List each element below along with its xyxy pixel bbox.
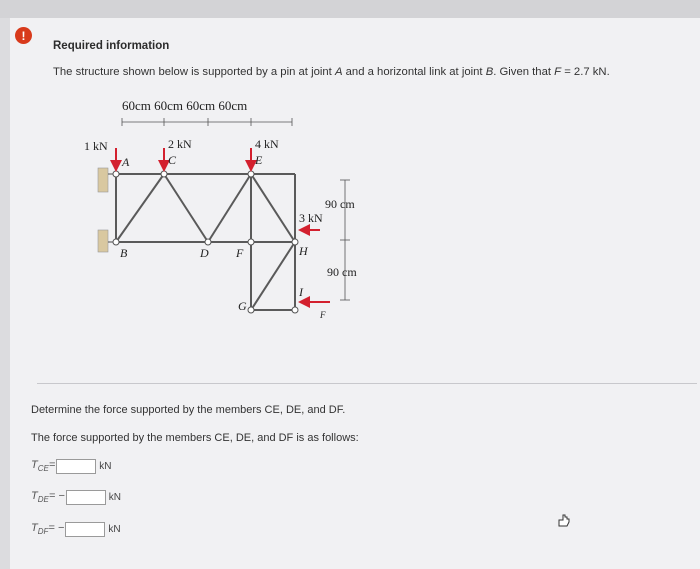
answer-row-de [31,490,121,505]
question-text: Determine the force supported by the members CE, DE, and DF. [31,404,346,416]
load-label-C: 2 kN [168,137,192,151]
answer-row-ce [31,459,112,474]
node-label-C: C [168,153,177,167]
section-divider [37,383,697,384]
joint-F [248,239,254,245]
unit-df: kN [108,524,121,535]
node-label-D: D [200,246,209,260]
required-information-heading: Required information [53,40,170,52]
browser-top-strip [0,0,700,18]
answer-label-ce: $T_{CE}=$ [31,459,56,474]
load-label-E: 4 kN [255,137,279,151]
joint-G [248,307,254,313]
wall-support-A [98,168,108,192]
unit-de: kN [108,492,121,503]
span-dimensions: 60cm 60cm 60cm 60cm [122,98,248,113]
alert-icon: ! [15,27,32,44]
answer-input-de[interactable] [66,490,106,505]
problem-statement: The structure shown below is supported by a pin at joint A and a horizontal link at joint B. Given that F = 2.7 kN. [53,66,610,78]
truss-figure [70,90,390,330]
joint-A [113,171,119,177]
answer-input-df[interactable] [65,522,105,537]
height-label-upper: 90 cm [325,197,355,211]
joint-I [292,307,298,313]
node-label-A: A [122,155,130,169]
unit-ce: kN [99,461,112,472]
answer-row-df [31,522,121,537]
mouse-cursor-icon [556,512,572,530]
answer-input-ce[interactable] [56,459,96,474]
node-label-F: F [236,246,244,260]
joint-D [205,239,211,245]
node-label-G: G [238,299,247,313]
load-label-H: 3 kN [299,211,323,225]
joint-H [292,239,298,245]
answer-lead-text: The force supported by the members CE, DE, and DF is as follows: [31,432,359,444]
wall-support-B [98,230,108,252]
node-label-H: H [299,244,308,258]
joint-E [248,171,254,177]
force-label-F: F [320,310,326,320]
node-label-I: I [299,285,303,299]
node-label-B: B [120,246,128,260]
joint-B [113,239,119,245]
answer-label-de: $T_{DE}=$ − [31,490,65,505]
node-label-E: E [255,153,263,167]
height-label-lower: 90 cm [327,265,357,279]
answer-label-df: $T_{DF}=$ − [31,522,65,537]
load-label-A: 1 kN [84,139,108,153]
joint-C [161,171,167,177]
